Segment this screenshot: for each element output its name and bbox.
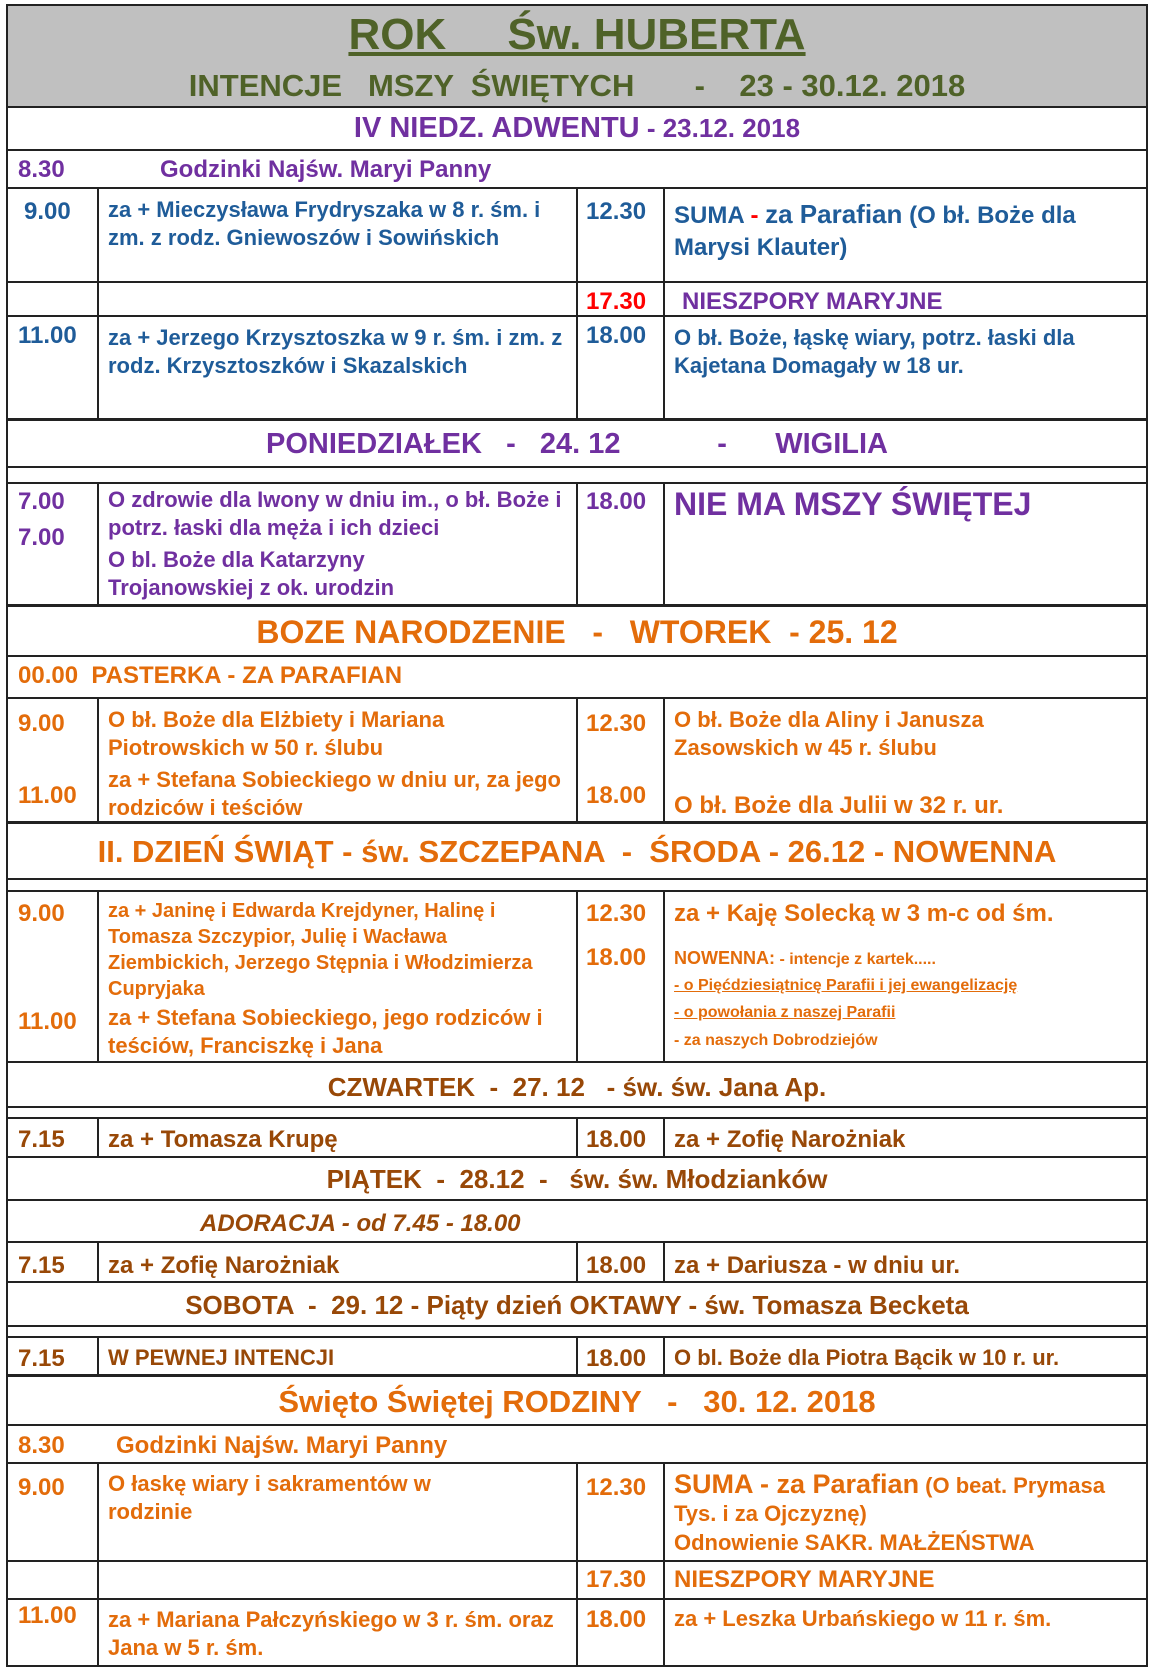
day7-time-2: 18.00 — [586, 1345, 647, 1372]
col-divider — [97, 891, 99, 1061]
col-divider — [97, 1337, 99, 1374]
day3-intention-1800: O bł. Boże dla Julii w 32 r. ur. — [674, 792, 1004, 819]
page-title: ROK Św. HUBERTA — [348, 10, 806, 59]
day4-intention-1100: za + Stefana Sobieckiego, jego rodziców i teściów, Franciszkę i Jana — [108, 1005, 543, 1058]
day3-time-900: 9.00 — [18, 710, 65, 737]
day4-nowenna-rest: - intencje z kartek..... — [775, 951, 936, 968]
day1-intention-900: za + Mieczysława Frydryszaka w 8 r. śm. i zm. z rodz. Gniewoszów i Sowińskich — [108, 197, 541, 250]
col-divider — [576, 1242, 578, 1281]
day4-nowenna-label: NOWENNA: — [674, 948, 775, 968]
day1-time-1230: 12.30 — [586, 198, 647, 225]
col-divider — [663, 698, 665, 821]
day1-time-1730: 17.30 — [586, 288, 647, 315]
col-divider — [663, 1118, 665, 1156]
day6-intention-1: za + Zofię Narożniak — [108, 1252, 340, 1279]
day8-intention-1230 — [674, 1470, 1144, 1528]
page-subtitle: INTENCJE MSZY ŚWIĘTYCH - 23 - 30.12. 2018 — [188, 68, 966, 103]
day1-title-row — [8, 112, 1146, 145]
col-divider — [97, 483, 99, 604]
col-divider — [97, 698, 99, 821]
day2-title: PONIEDZIAŁEK - 24. 12 - WIGILIA — [266, 428, 888, 460]
day4-time-1100: 11.00 — [18, 1008, 77, 1035]
day1-suma-parafian: za Parafian — [765, 199, 903, 229]
day7-intention-1: W PEWNEJ INTENCJI — [108, 1345, 335, 1370]
divider — [8, 1424, 1146, 1426]
day8-suma-note: (O beat. Prymasa Tys. i za Ojczyznę) — [674, 1473, 1105, 1526]
day3-title: BOZE NARODZENIE - WTOREK - 25. 12 — [256, 614, 898, 650]
day7-intention-2: O bl. Boże dla Piotra Bącik w 10 r. ur. — [674, 1345, 1060, 1370]
col-divider — [576, 1337, 578, 1374]
day8-time-900: 9.00 — [18, 1474, 65, 1501]
day8-time-1800: 18.00 — [586, 1606, 647, 1633]
divider — [8, 1560, 1146, 1562]
col-divider — [663, 1463, 665, 1665]
day2-intention-2: O bl. Boże dla Katarzyny Trojanowskiej z ok. urodzin — [108, 547, 395, 600]
day1-pre-time: 8.30 — [18, 156, 65, 183]
day6-time-2: 18.00 — [586, 1252, 647, 1279]
col-divider — [576, 483, 578, 604]
day1-suma-note: (O bł. Boże dla Marysi Klauter) — [674, 202, 1076, 261]
day8-intention-1100: za + Mariana Pałczyńskiego w 3 r. śm. oraz Jana w 5 r. śm. — [108, 1607, 554, 1660]
day3-time-1230: 12.30 — [586, 710, 647, 737]
col-divider — [576, 698, 578, 821]
day8-suma: SUMA - za Parafian — [674, 1469, 920, 1499]
day4-nowenna-item: - o Pięćdziesiątnicę Parafii i jej ewangelizację — [674, 977, 1018, 994]
col-divider — [663, 1337, 665, 1374]
day5-time-1: 7.15 — [18, 1126, 65, 1153]
day2-time-2: 7.00 — [18, 524, 65, 551]
day3-intention-1100: za + Stefana Sobieckiego w dniu ur, za jego rodziców i teściów — [108, 767, 561, 820]
divider — [8, 878, 1146, 880]
day6-title: PIĄTEK - 28.12 - św. św. Młodzianków — [326, 1164, 828, 1194]
day1-intention-1800: O bł. Boże, łąskę wiary, potrz. łaski dla Kajetana Domagały w 18 ur. — [674, 325, 1075, 378]
day3-time-1800: 18.00 — [586, 782, 647, 809]
day8-intention-1730: NIESZPORY MARYJNE — [674, 1566, 935, 1593]
divider — [8, 1598, 1146, 1600]
day8-time-1230: 12.30 — [586, 1474, 647, 1501]
day5-title: CZWARTEK - 27. 12 - św. św. Jana Ap. — [327, 1072, 827, 1102]
day3-time-1100: 11.00 — [18, 782, 77, 809]
day2-time-1: 7.00 — [18, 488, 65, 515]
day4-intention-900: za + Janinę i Edwarda Krejdyner, Halinę i Tomasza Szczypior, Julię i Wacława Ziembickich, Jerzego Stępnia i Włodzimierza Cupryjaka — [108, 900, 533, 1000]
day2-time-1800: 18.00 — [586, 488, 647, 515]
day4-intention-1230: za + Kaję Solecką w 3 m-c od śm. — [674, 900, 1054, 927]
day3-intention-900: O bł. Boże dla Elżbiety i Mariana Piotrowskich w 50 r. ślubu — [108, 707, 445, 760]
day1-time-900: 9.00 — [24, 198, 71, 225]
divider — [8, 149, 1146, 151]
day8-intention-1800: za + Leszka Urbańskiego w 11 r. śm. — [674, 1606, 1052, 1631]
day4-nowenna-item: - za naszych Dobrodziejów — [674, 1032, 878, 1049]
divider — [8, 1325, 1146, 1327]
divider — [8, 281, 1146, 283]
day6-adoracja: ADORACJA - od 7.45 - 18.00 — [200, 1210, 521, 1237]
day2-intention-1800: NIE MA MSZY ŚWIĘTEJ — [674, 486, 1032, 522]
col-divider — [97, 188, 99, 419]
day4-time-900: 9.00 — [18, 900, 65, 927]
col-divider — [663, 188, 665, 419]
day4-title: II. DZIEŃ ŚWIĄT - św. SZCZEPANA - ŚRODA - 26.12 - NOWENNA — [97, 834, 1057, 869]
day1-time-1800: 18.00 — [586, 322, 647, 349]
day8-pre-time: 8.30 — [18, 1432, 65, 1459]
day6-time-1: 7.15 — [18, 1252, 65, 1279]
day2-intention-1: O zdrowie dla Iwony w dniu im., o bł. Boże i potrz. łaski dla męża i ich dzieci — [108, 487, 562, 540]
day4-time-1230: 12.30 — [586, 900, 647, 927]
divider — [8, 1061, 1146, 1063]
day1-title: IV NIEDZ. ADWENTU — [353, 112, 640, 144]
col-divider — [663, 891, 665, 1061]
day1-pre-text: Godzinki Najśw. Maryi Panny — [160, 156, 492, 183]
day8-intention-900: O łaskę wiary i sakramentów w rodzinie — [108, 1471, 431, 1524]
col-divider — [97, 1118, 99, 1156]
day8-odnowienie: Odnowienie SAKR. MAŁŻEŃSTWA — [674, 1530, 1035, 1555]
divider — [8, 1156, 1146, 1158]
col-divider — [576, 188, 578, 419]
day8-time-1100: 11.00 — [18, 1602, 77, 1629]
divider — [8, 655, 1146, 657]
divider — [8, 418, 1146, 421]
day5-intention-2: za + Zofię Narożniak — [674, 1126, 906, 1153]
col-divider — [576, 891, 578, 1061]
day7-time-1: 7.15 — [18, 1345, 65, 1372]
day1-intention-1230 — [674, 198, 1144, 264]
divider — [8, 315, 1146, 317]
day4-time-1800: 18.00 — [586, 944, 647, 971]
divider — [8, 821, 1146, 824]
divider — [8, 1281, 1146, 1283]
divider — [8, 1199, 1146, 1201]
divider — [8, 466, 1146, 468]
col-divider — [97, 1242, 99, 1281]
divider — [8, 1106, 1146, 1108]
day3-intention-1230: O bł. Boże dla Aliny i Janusza Zasowskich w 45 r. ślubu — [674, 707, 984, 760]
col-divider — [576, 1118, 578, 1156]
divider — [8, 1374, 1146, 1377]
day5-intention-1: za + Tomasza Krupę — [108, 1126, 338, 1153]
day7-title: SOBOTA - 29. 12 - Piąty dzień OKTAWY - św. Tomasza Becketa — [185, 1290, 969, 1320]
day8-pre-text: Godzinki Najśw. Maryi Panny — [116, 1432, 448, 1459]
day1-suma: SUMA — [674, 202, 744, 229]
day4-nowenna-item: - o powołania z naszej Parafii — [674, 1004, 896, 1021]
day4-nowenna — [674, 948, 936, 969]
day1-suma-dash: - — [743, 202, 766, 229]
col-divider — [663, 1242, 665, 1281]
day1-intention-1730: NIESZPORY MARYJNE — [682, 288, 943, 315]
col-divider — [97, 1463, 99, 1665]
day1-date: - 23.12. 2018 — [639, 113, 801, 143]
day8-title: Święto Świętej RODZINY - 30. 12. 2018 — [278, 1384, 876, 1419]
day6-intention-2: za + Dariusza - w dniu ur. — [674, 1252, 961, 1279]
divider — [8, 604, 1146, 607]
day5-time-2: 18.00 — [586, 1126, 647, 1153]
day1-intention-1100: za + Jerzego Krzysztoszka w 9 r. śm. i zm. z rodz. Krzysztoszków i Skazalskich — [108, 325, 563, 378]
header-banner — [8, 6, 1146, 108]
day8-time-1730: 17.30 — [586, 1566, 647, 1593]
day1-time-1100: 11.00 — [18, 322, 77, 349]
col-divider — [576, 1463, 578, 1665]
day3-pasterka: 00.00 PASTERKA - ZA PARAFIAN — [18, 662, 403, 689]
col-divider — [663, 483, 665, 604]
